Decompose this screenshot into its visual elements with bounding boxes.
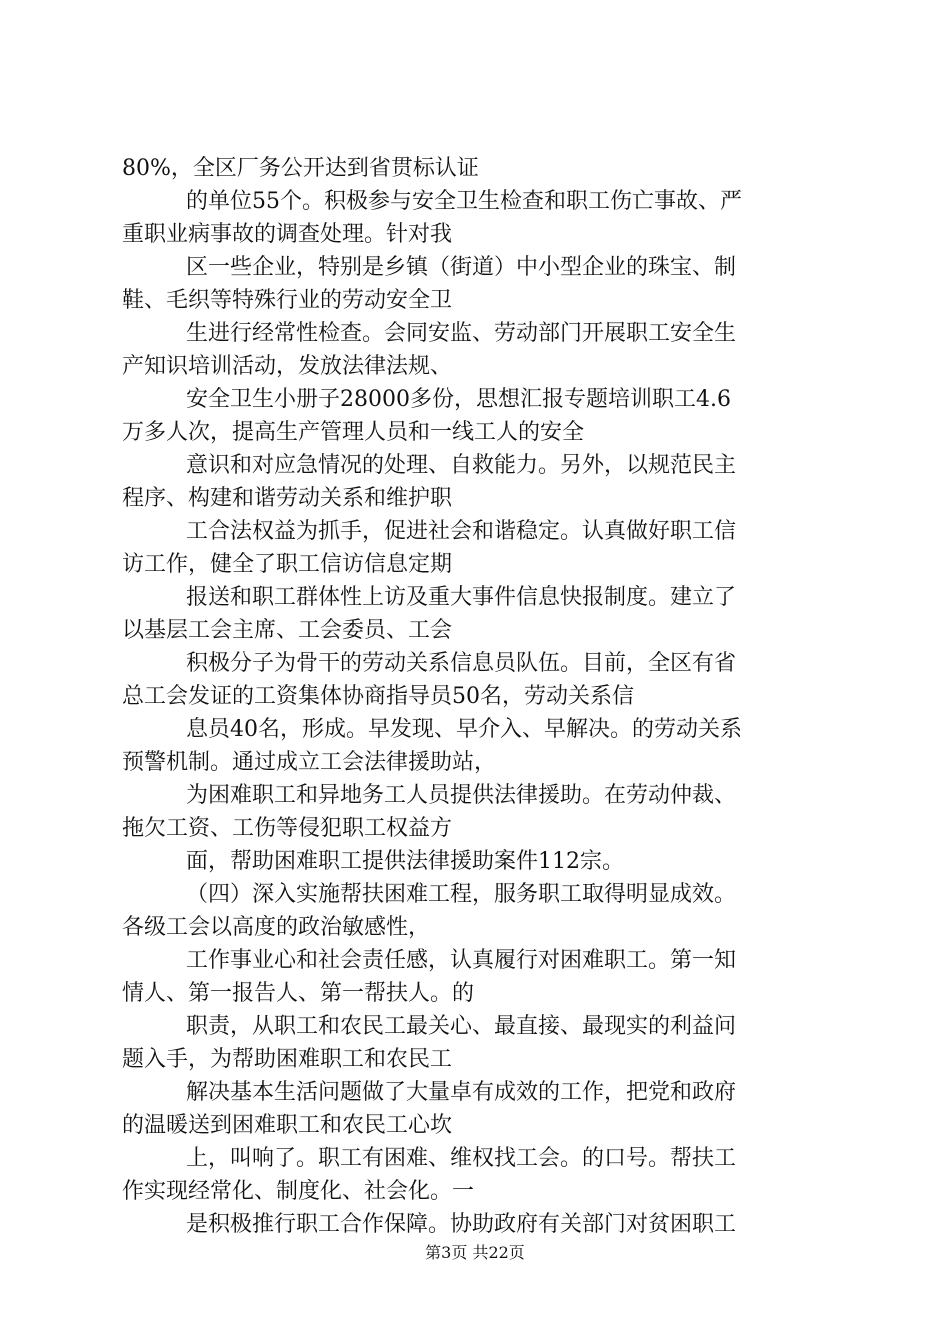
text-line: 工作事业心和社会责任感，认真履行对困难职工。第一知 <box>186 948 737 973</box>
text-line: 重职业病事故的调查处理。针对我 <box>122 222 453 247</box>
text-line: 职责，从职工和农民工最关心、最直接、最现实的利益问 <box>186 1014 737 1039</box>
text-line: 工合法权益为抓手，促进社会和谐稳定。认真做好职工信 <box>186 519 737 544</box>
text-line: 情人、第一报告人、第一帮扶人。的 <box>122 981 475 1006</box>
text-line: 程序、构建和谐劳动关系和维护职 <box>122 486 453 511</box>
text-line: 生进行经常性检查。会同安监、劳动部门开展职工安全生 <box>186 321 737 346</box>
document-body <box>122 152 834 1241</box>
text-line: 以基层工会主席、工会委员、工会 <box>122 618 453 643</box>
text-line: 题入手，为帮助困难职工和农民工 <box>122 1047 453 1072</box>
text-line: 积极分子为骨干的劳动关系信息员队伍。目前，全区有省 <box>186 651 737 676</box>
text-line: 为困难职工和异地务工人员提供法律援助。在劳动仲裁、 <box>186 783 737 808</box>
text-line: 上，叫响了。职工有困难、维权找工会。的口号。帮扶工 <box>186 1146 737 1171</box>
text-line: 拖欠工资、工伤等侵犯职工权益方 <box>122 816 453 841</box>
text-line: 鞋、毛织等特殊行业的劳动安全卫 <box>122 288 453 313</box>
page-footer: 第3页 共22页 <box>425 1243 525 1262</box>
text-line: 总工会发证的工资集体协商指导员50名，劳动关系信 <box>122 684 634 709</box>
text-line: 的温暖送到困难职工和农民工心坎 <box>122 1113 453 1138</box>
text-line: 报送和职工群体性上访及重大事件信息快报制度。建立了 <box>186 585 737 610</box>
text-line: 息员40名，形成。早发现、早介入、早解决。的劳动关系 <box>186 717 742 742</box>
text-line: 产知识培训活动，发放法律法规、 <box>122 354 453 379</box>
text-line: 安全卫生小册子28000多份，思想汇报专题培训职工4.6 <box>186 387 731 412</box>
text-line: 万多人次，提高生产管理人员和一线工人的安全 <box>122 420 585 445</box>
text-line: 预警机制。通过成立工会法律援助站， <box>122 750 497 775</box>
text-line: 意识和对应急情况的处理、自救能力。另外，以规范民主 <box>186 453 737 478</box>
text-line: 的单位55个。积极参与安全卫生检查和职工伤亡事故、严 <box>186 189 742 214</box>
text-line: （四）深入实施帮扶困难工程，服务职工取得明显成效。 <box>186 882 737 907</box>
text-line: 是积极推行职工合作保障。协助政府有关部门对贫困职工 <box>186 1212 737 1237</box>
text-line: 解决基本生活问题做了大量卓有成效的工作，把党和政府 <box>186 1080 737 1105</box>
text-line: 区一些企业，特别是乡镇（街道）中小型企业的珠宝、制 <box>186 255 737 280</box>
text-line: 作实现经常化、制度化、社会化。一 <box>122 1179 475 1204</box>
text-line: 各级工会以高度的政治敏感性， <box>122 915 431 940</box>
text-line: 80%，全区厂务公开达到省贯标认证 <box>122 156 479 181</box>
text-line: 访工作，健全了职工信访信息定期 <box>122 552 453 577</box>
text-line: 面，帮助困难职工提供法律援助案件112宗。 <box>186 849 624 874</box>
